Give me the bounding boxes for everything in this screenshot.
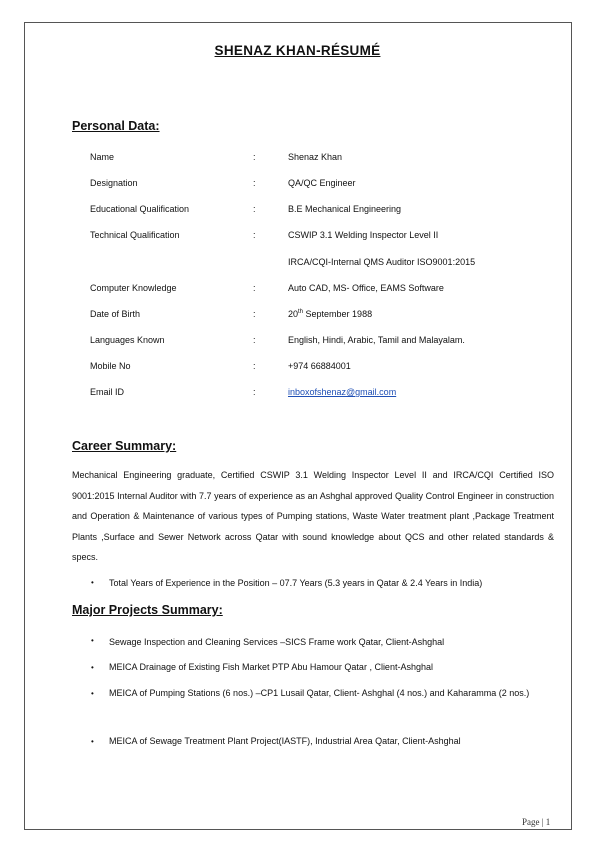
technical-qualification-label: Technical Qualification [90, 230, 180, 240]
colon: : [253, 178, 256, 188]
colon: : [253, 335, 256, 345]
page-border [24, 22, 572, 830]
date-of-birth-value [288, 309, 372, 319]
list-item: MEICA Drainage of Existing Fish Market PTP Abu Hamour Qatar , Client-Ashghal [109, 662, 433, 672]
languages-label: Languages Known [90, 335, 165, 345]
list-item: Sewage Inspection and Cleaning Services –SICS Frame work Qatar, Client-Ashghal [109, 637, 445, 647]
major-projects-heading: Major Projects Summary: [72, 603, 223, 617]
bullet-icon: • [91, 663, 94, 672]
name-label: Name [90, 152, 115, 162]
colon: : [253, 309, 256, 319]
list-item: MEICA of Pumping Stations (6 nos.) –CP1 Lusail Qatar, Client- Ashghal (4 nos.) and Kaharamma (2 nos.) [109, 688, 530, 698]
personal-data-heading: Personal Data: [72, 119, 160, 133]
mobile-label: Mobile No [90, 361, 131, 371]
bullet-icon: • [91, 737, 94, 746]
technical-qualification-value: CSWIP 3.1 Welding Inspector Level II [288, 230, 439, 240]
computer-knowledge-label: Computer Knowledge [90, 283, 177, 293]
list-item: MEICA of Sewage Treatment Plant Project(IASTF), Industrial Area Qatar, Client-Ashghal [109, 736, 461, 746]
bullet-icon: • [91, 578, 94, 587]
page-title: SHENAZ KHAN-RÉSUMÉ [214, 43, 381, 58]
colon: : [253, 152, 256, 162]
bullet-icon: • [91, 636, 94, 645]
mobile-value: +974 66884001 [288, 361, 351, 371]
email-link[interactable]: inboxofshenaz@gmail.com [288, 387, 397, 397]
bullet-icon: • [91, 689, 94, 698]
colon: : [253, 230, 256, 240]
dob-suffix: th [298, 309, 304, 315]
experience-bullet: Total Years of Experience in the Position – 07.7 Years (5.3 years in Qatar & 2.4 Years in India) [109, 578, 483, 588]
education-label: Educational Qualification [90, 204, 190, 214]
colon: : [253, 387, 256, 397]
education-value: B.E Mechanical Engineering [288, 204, 402, 214]
colon: : [253, 204, 256, 214]
career-summary-paragraph: Mechanical Engineering graduate, Certified CSWIP 3.1 Welding Inspector Level II and IRCA/CQI Certified ISO 9001:2015 Internal Auditor with 7.7 years of experience as an Ashghal approved Quality Control Engineer in construction and Operation & Maintenance of various types of Pumping stations, Waste Water treatment plant ,Package Treatment Plants ,Surface and Sewer Network across Qatar with sound knowledge about QCS and other related standards & specs. [72, 470, 554, 563]
date-of-birth-label: Date of Birth [90, 309, 141, 319]
colon: : [253, 283, 256, 293]
computer-knowledge-value: Auto CAD, MS- Office, EAMS Software [288, 283, 444, 293]
designation-label: Designation [90, 178, 138, 188]
email-label: Email ID [90, 387, 125, 397]
colon: : [253, 361, 256, 371]
dob-day: 20 [288, 309, 299, 319]
name-value: Shenaz Khan [288, 152, 343, 162]
dob-rest: September 1988 [303, 309, 373, 319]
languages-value: English, Hindi, Arabic, Tamil and Malayalam. [288, 335, 465, 345]
career-summary-heading: Career Summary: [72, 439, 177, 453]
technical-qualification-value-2: IRCA/CQI-Internal QMS Auditor ISO9001:2015 [288, 257, 476, 267]
page-number: Page | 1 [522, 817, 551, 827]
designation-value: QA/QC Engineer [288, 178, 356, 188]
